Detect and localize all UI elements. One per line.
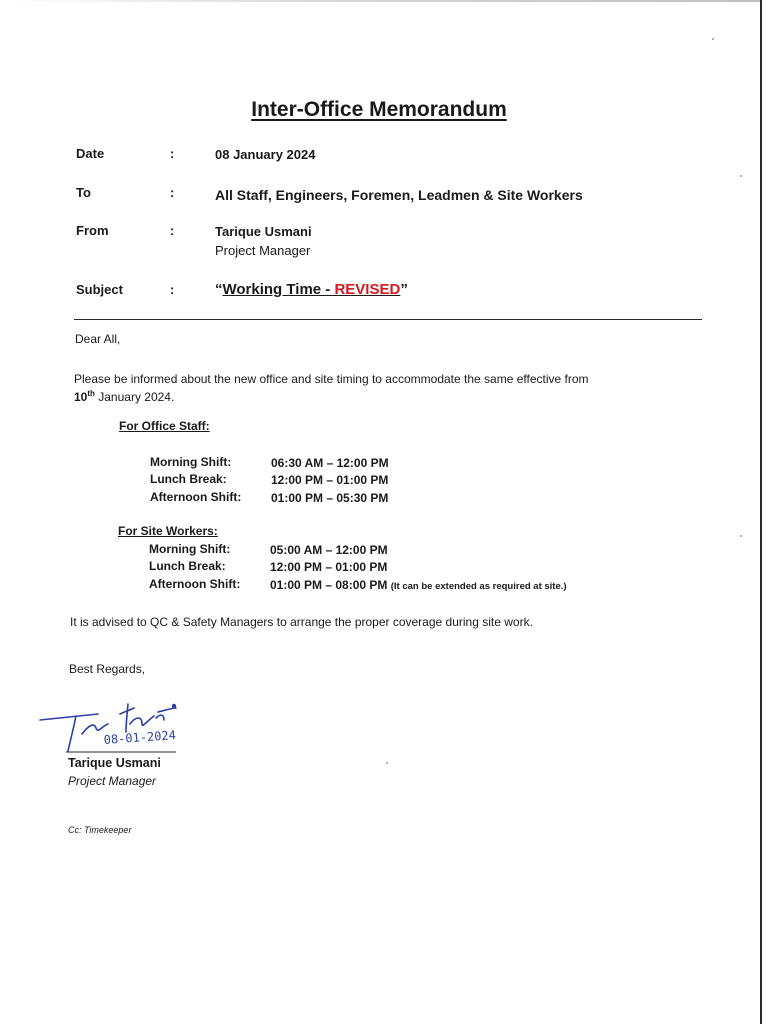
header-divider bbox=[74, 319, 702, 320]
cc-line: Cc: Timekeeper bbox=[68, 825, 132, 835]
scan-speck bbox=[740, 535, 742, 537]
signature-date-handwritten: 08-01-2024 bbox=[103, 727, 177, 747]
date-value: 08 January 2024 bbox=[215, 147, 316, 162]
to-label: To bbox=[76, 185, 91, 200]
office-afternoon-time: 01:00 PM – 05:30 PM bbox=[271, 491, 389, 505]
intro-day: 10 bbox=[74, 390, 88, 404]
closing: Best Regards, bbox=[69, 662, 146, 676]
page-top-edge bbox=[0, 0, 760, 2]
page-right-edge bbox=[760, 0, 762, 1024]
from-position: Project Manager bbox=[215, 243, 311, 258]
site-lunch-label: Lunch Break: bbox=[149, 559, 226, 573]
scan-speck bbox=[386, 762, 388, 764]
date-label: Date bbox=[76, 146, 105, 161]
date-colon: : bbox=[170, 146, 175, 161]
site-workers-heading: For Site Workers: bbox=[118, 524, 218, 538]
intro-line-2 bbox=[74, 385, 174, 406]
greeting: Dear All, bbox=[75, 332, 121, 346]
signatory-position: Project Manager bbox=[68, 774, 157, 788]
subject-main-text: Working Time - bbox=[222, 281, 335, 298]
office-afternoon-label: Afternoon Shift: bbox=[150, 490, 242, 504]
office-morning-time: 06:30 AM – 12:00 PM bbox=[271, 456, 389, 470]
site-afternoon-label: Afternoon Shift: bbox=[149, 577, 241, 591]
from-name: Tarique Usmani bbox=[215, 224, 312, 239]
from-colon: : bbox=[170, 223, 175, 238]
subject-open-quote: “ bbox=[215, 281, 223, 298]
scan-speck bbox=[712, 38, 714, 40]
office-lunch-time: 12:00 PM – 01:00 PM bbox=[271, 473, 389, 487]
office-morning-label: Morning Shift: bbox=[150, 455, 232, 469]
scan-speck bbox=[740, 175, 742, 177]
site-morning-label: Morning Shift: bbox=[149, 542, 231, 556]
site-afternoon-row bbox=[270, 578, 567, 592]
office-lunch-label: Lunch Break: bbox=[150, 472, 227, 486]
subject-text bbox=[223, 281, 401, 298]
office-staff-heading: For Office Staff: bbox=[119, 419, 210, 433]
subject-colon: : bbox=[170, 282, 175, 297]
from-label: From bbox=[76, 223, 109, 238]
to-colon: : bbox=[170, 185, 175, 200]
site-lunch-time: 12:00 PM – 01:00 PM bbox=[270, 560, 388, 574]
signatory-name: Tarique Usmani bbox=[68, 756, 161, 770]
intro-line-1: Please be informed about the new office and site timing to accommodate the same effective from bbox=[74, 372, 589, 386]
subject-close-quote: ” bbox=[400, 281, 408, 298]
advice-paragraph: It is advised to QC & Safety Managers to arrange the proper coverage during site work. bbox=[70, 615, 533, 629]
subject-value bbox=[215, 281, 408, 298]
memo-title: Inter-Office Memorandum bbox=[251, 98, 507, 121]
subject-label: Subject bbox=[76, 282, 123, 297]
intro-rest: January 2024. bbox=[94, 390, 175, 404]
site-afternoon-note: (It can be extended as required at site.) bbox=[390, 581, 567, 592]
site-afternoon-time: 01:00 PM – 08:00 PM bbox=[270, 578, 388, 592]
subject-revised-highlight: REVISED bbox=[334, 281, 401, 298]
intro-day-suffix: th bbox=[87, 389, 95, 398]
handwritten-signature bbox=[38, 696, 218, 756]
site-morning-time: 05:00 AM – 12:00 PM bbox=[270, 543, 388, 557]
to-value: All Staff, Engineers, Foremen, Leadmen & Site Workers bbox=[215, 187, 583, 203]
